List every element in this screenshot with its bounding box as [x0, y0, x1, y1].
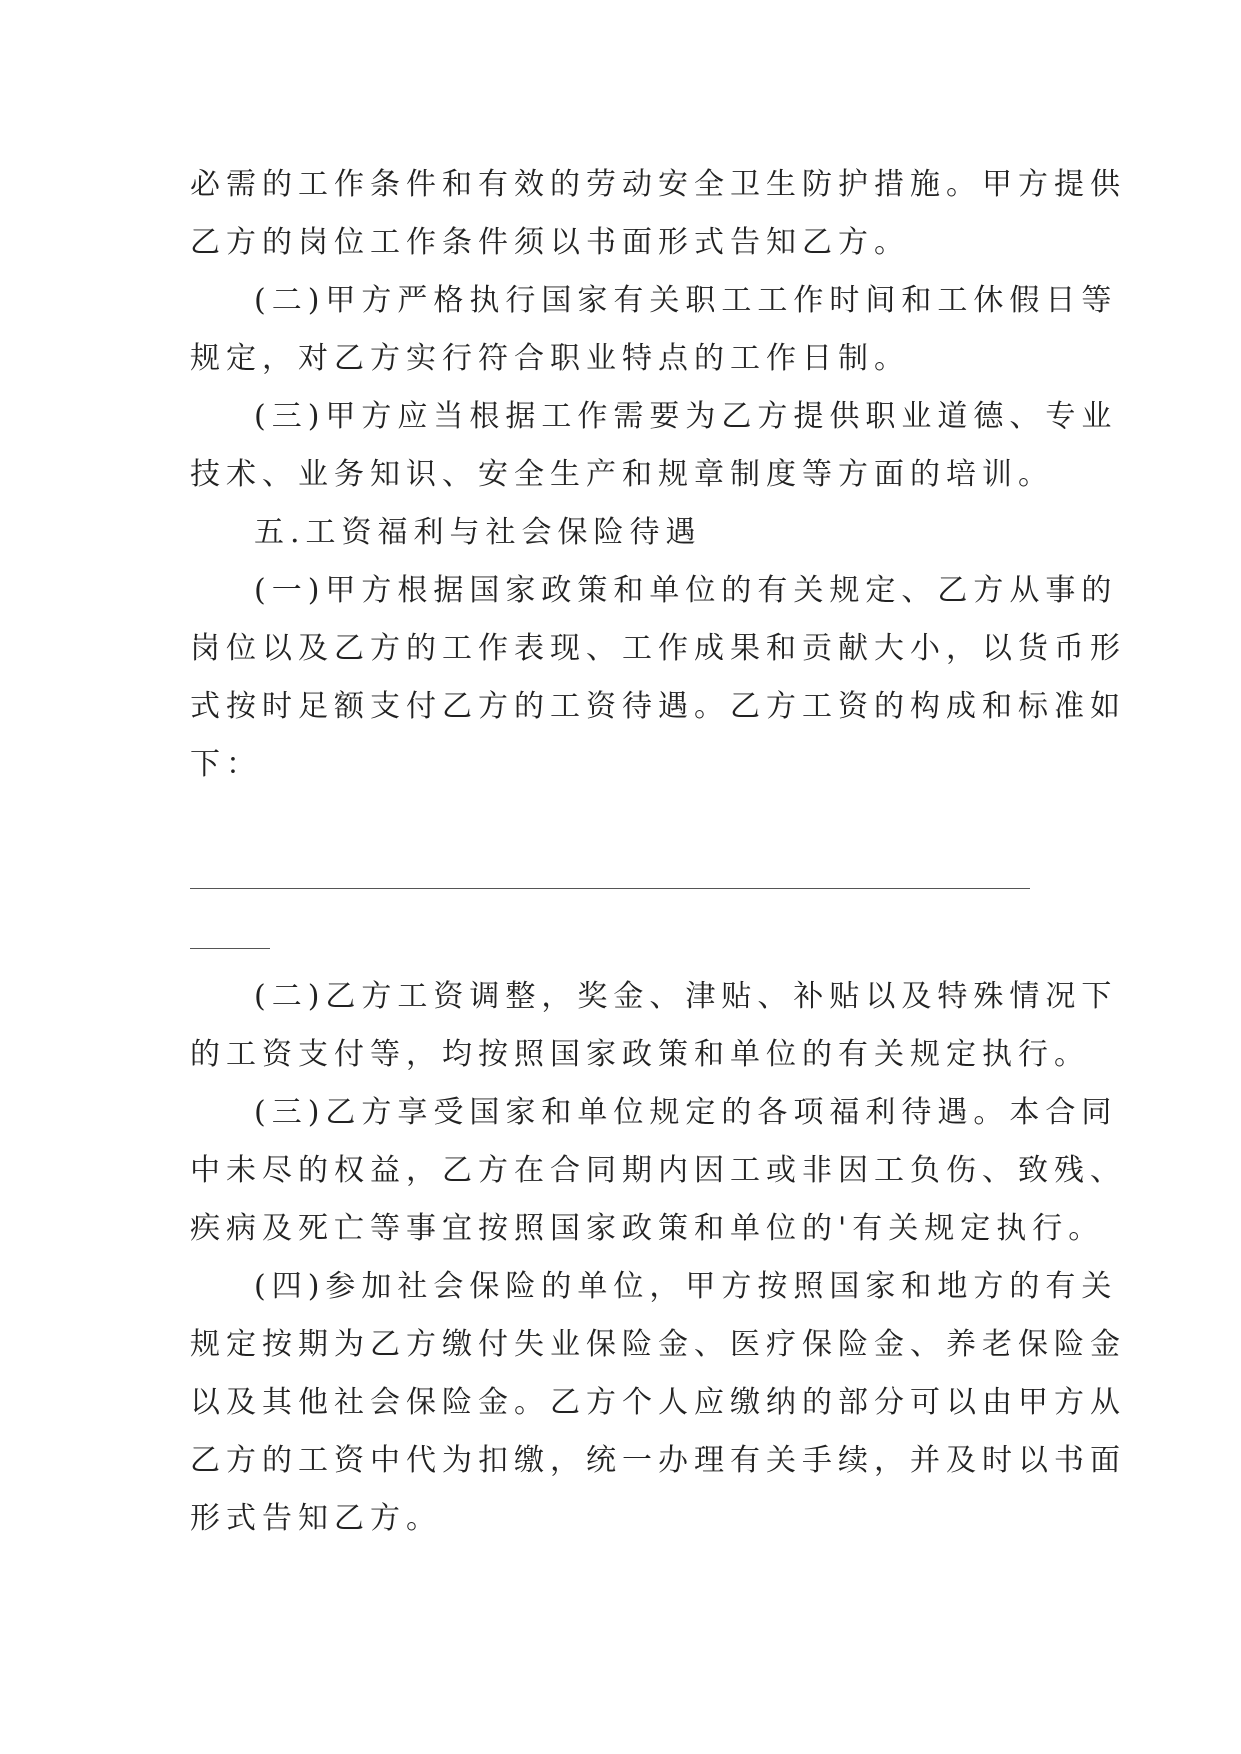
paragraph-line: 的工资支付等，均按照国家政策和单位的有关规定执行。 — [190, 1037, 1090, 1072]
paragraph-line: 式按时足额支付乙方的工资待遇。乙方工资的构成和标准如 — [190, 689, 1126, 724]
paragraph-line: 岗位以及乙方的工作表现、工作成果和贡献大小，以货币形 — [190, 631, 1126, 666]
paragraph-line: (三)甲方应当根据工作需要为乙方提供职业道德、专业 — [254, 399, 1118, 434]
paragraph-line: (四)参加社会保险的单位，甲方按照国家和地方的有关 — [254, 1269, 1118, 1304]
paragraph-line: (二)乙方工资调整，奖金、津贴、补贴以及特殊情况下 — [254, 979, 1118, 1014]
paragraph-line: 规定，对乙方实行符合职业特点的工作日制。 — [190, 341, 910, 376]
paragraph-line: (一)甲方根据国家政策和单位的有关规定、乙方从事的 — [254, 573, 1118, 608]
paragraph-line: 形式告知乙方。 — [190, 1501, 442, 1536]
paragraph-line: (二)甲方严格执行国家有关职工工作时间和工休假日等 — [254, 283, 1118, 318]
paragraph-line: 规定按期为乙方缴付失业保险金、医疗保险金、养老保险金 — [190, 1327, 1126, 1362]
paragraph-line: (三)乙方享受国家和单位规定的各项福利待遇。本合同 — [254, 1095, 1118, 1130]
blank-fill-line — [190, 948, 270, 949]
paragraph-line: 以及其他社会保险金。乙方个人应缴纳的部分可以由甲方从 — [190, 1385, 1126, 1420]
paragraph-line: 乙方的岗位工作条件须以书面形式告知乙方。 — [190, 225, 910, 260]
section-heading: 五.工资福利与社会保险待遇 — [254, 515, 702, 550]
blank-fill-line — [190, 888, 1030, 889]
paragraph-line: 必需的工作条件和有效的劳动安全卫生防护措施。甲方提供 — [190, 167, 1126, 202]
paragraph-line: 乙方的工资中代为扣缴，统一办理有关手续，并及时以书面 — [190, 1443, 1126, 1478]
paragraph-line: 疾病及死亡等事宜按照国家政策和单位的'有关规定执行。 — [190, 1211, 1105, 1246]
paragraph-line: 下： — [190, 747, 262, 782]
paragraph-line: 中未尽的权益，乙方在合同期内因工或非因工负伤、致残、 — [190, 1153, 1126, 1188]
paragraph-line: 技术、业务知识、安全生产和规章制度等方面的培训。 — [190, 457, 1054, 492]
